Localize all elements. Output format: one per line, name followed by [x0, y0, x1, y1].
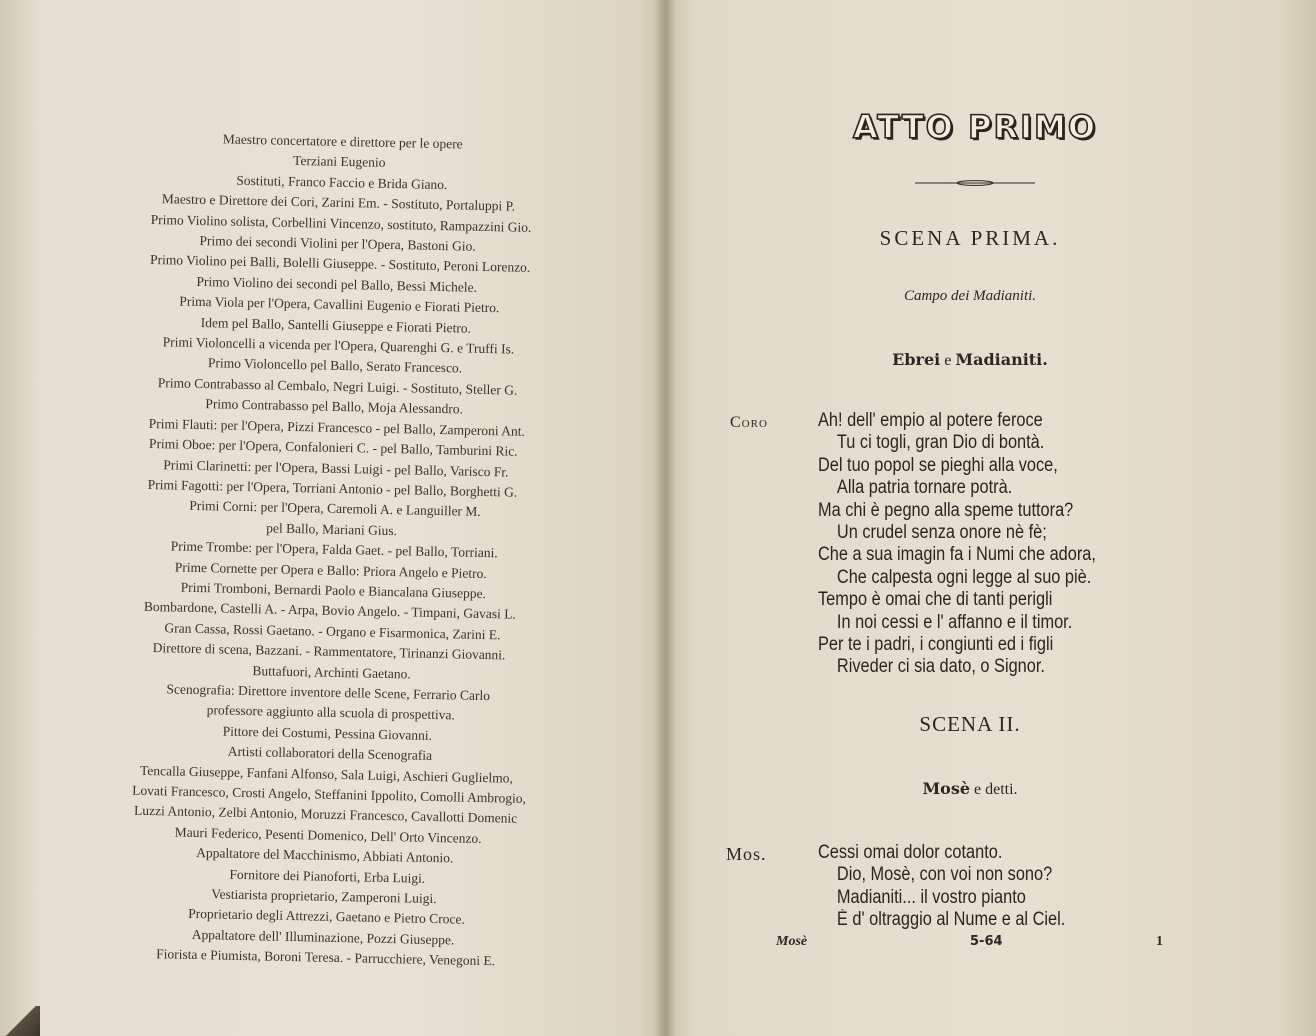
credit-line: Lovati Francesco, Crosti Angelo, Steffanini Ippolito, Comolli Ambrogio, [132, 782, 527, 806]
credit-line: Primi Clarinetti: per l'Opera, Bassi Luigi - pel Ballo, Varisco Fr. [163, 456, 509, 479]
speaker-mos: Mos. [726, 844, 767, 864]
credit-line: Tencalla Giuseppe, Fanfani Alfonso, Sala Luigi, Aschieri Guglielmo, [139, 762, 514, 786]
scene-one-setting: Campo dei Madianiti. [903, 288, 1037, 304]
credit-line: Prime Cornette per Opera e Ballo: Priora Angelo e Pietro. [174, 559, 487, 581]
credit-line: Primi Corni: per l'Opera, Caremoli A. e Languiller M. [189, 498, 481, 520]
speaker-coro: Coro [730, 414, 768, 431]
credit-line: Direttore di scena, Bazzani. - Rammentatore, Tirinanzi Giovanni. [152, 640, 506, 663]
credit-line: Primo Violino dei secondi pel Ballo, Bessi Michele. [196, 273, 478, 295]
credit-line: Primi Fagotti: per l'Opera, Torriani Antonio - pel Ballo, Borghetti G. [147, 476, 518, 500]
verse-line: Madianiti... il vostro pianto [836, 886, 1026, 908]
credit-line: Primi Tromboni, Bernardi Paolo e Biancalana Giuseppe. [180, 579, 487, 601]
act-title: ATTO PRIMO [852, 108, 1098, 146]
verse-line: Per te i padri, i congiunti ed i figli [818, 634, 1054, 656]
ornament-divider [915, 180, 1035, 186]
verse-line: Tu ci togli, gran Dio di bontà. [836, 432, 1045, 454]
credit-line: Scenografia: Direttore inventore delle Scene, Ferrario Carlo [166, 681, 491, 704]
verse-line: Alla patria tornare potrà. [836, 477, 1013, 499]
credit-line: Proprietario degli Attrezzi, Gaetano e Pietro Croce. [188, 906, 465, 928]
credit-line: Prima Viola per l'Opera, Cavallini Eugenio e Fiorati Pietro. [179, 293, 500, 316]
scene-two-heading: SCENA II. [919, 712, 1021, 736]
credit-line: Appaltatore del Macchinismo, Abbiati Antonio. [196, 845, 454, 866]
scene-one-heading: SCENA PRIMA. [879, 226, 1061, 250]
verse-line: Che a sua imagin fa i Numi che adora, [818, 544, 1096, 566]
credit-line: Gran Cassa, Rossi Gaetano. - Organo e Fisarmonica, Zarini E. [164, 620, 501, 643]
credit-line: Maestro e Direttore dei Cori, Zarini Em. - Sostituto, Portaluppi P. [161, 191, 516, 214]
characters-joiner: e [940, 352, 956, 369]
credit-line: Fiorista e Piumista, Boroni Teresa. - Parrucchiere, Venegoni E. [156, 946, 496, 969]
page-corner [0, 1006, 40, 1036]
verse-line: Cessi omai dolor cotanto. [818, 842, 1003, 863]
credit-line: Mauri Federico, Pesenti Domenico, Dell' Orto Vincenzo. [174, 824, 482, 846]
credit-line: Prime Trombe: per l'Opera, Falda Gaet. - pel Ballo, Torriani. [170, 538, 498, 561]
footer-page-number: 1 [1156, 934, 1163, 949]
credit-line: Sostituti, Franco Faccio e Brida Giano. [236, 172, 448, 192]
credit-line: Primo Contrabasso pel Ballo, Moja Alessandro. [205, 396, 464, 417]
credit-line: Primo Violino solista, Corbellini Vincenzo, sostituto, Rampazzini Gio. [150, 211, 532, 235]
credit-line: Primi Oboe: per l'Opera, Confalonieri C. - pel Ballo, Tamburini Ric. [148, 436, 518, 459]
verse-line: Tempo è omai che di tanti perigli [818, 589, 1053, 611]
verse-line: In noi cessi e l' affanno e il timor. [836, 611, 1073, 633]
verse-line: Del tuo popol se pieghi alla voce, [818, 454, 1058, 476]
characters-ebrei: Ebrei [892, 350, 941, 369]
scene-one-verses [818, 410, 1141, 679]
credit-line: Primi Flauti: per l'Opera, Pizzi Francesco - pel Ballo, Zamperoni Ant. [148, 415, 525, 439]
credit-line: professore aggiunto alla scuola di prospettiva. [206, 702, 455, 723]
credit-line: Pittore dei Costumi, Pessina Giovanni. [222, 723, 433, 743]
verse-line: Riveder ci sia dato, o Signor. [836, 656, 1045, 678]
characters-mose: Mosè [922, 779, 971, 798]
verse-line: Ah! dell' empio al potere feroce [818, 410, 1043, 431]
scene-two-verses [818, 842, 1106, 932]
footer-work-title: Mosè [776, 934, 808, 949]
credit-line: Bombardone, Castelli A. - Arpa, Bovio Angelo. - Timpani, Gavasi L. [143, 599, 517, 622]
verse-line: È d' oltraggio al Nume e al Ciel. [836, 909, 1066, 931]
credit-line: Primo dei secondi Violini per l'Opera, Bastoni Gio. [199, 232, 476, 254]
credit-line: Idem pel Ballo, Santelli Giuseppe e Fiorati Pietro. [200, 314, 472, 336]
credit-line: Primi Violoncelli a vicenda per l'Opera, Quarenghi G. e Truffi Is. [162, 334, 515, 357]
footer-signature-code: 5-64 [970, 934, 1003, 949]
credit-line: Luzzi Antonio, Zelbi Antonio, Moruzzi Francesco, Cavallotti Domenic [133, 803, 518, 827]
credit-line: Buttafuori, Archinti Gaetano. [252, 662, 411, 682]
credit-line: Artisti collaboratori della Scenografia [227, 743, 433, 764]
verse-line: Ma chi è pegno alla speme tuttora? [818, 499, 1074, 521]
credit-line: pel Ballo, Mariani Gius. [266, 520, 398, 538]
credit-line: Appaltatore dell' Illuminazione, Pozzi Giuseppe. [191, 926, 455, 948]
credit-line: Primo Violoncello pel Ballo, Serato Francesco. [207, 355, 463, 376]
credit-line: Maestro concertatore e direttore per le opere [222, 131, 463, 152]
characters-rest: e detti. [970, 781, 1018, 798]
credit-line: Primo Contrabasso al Cembalo, Negri Luigi. - Sostituto, Steller G. [157, 374, 518, 398]
credit-line: Vestiarista proprietario, Zamperoni Luigi. [211, 886, 437, 907]
scene-two-characters [820, 779, 1120, 799]
scene-one-characters [820, 350, 1120, 370]
credit-line: Terziani Eugenio [292, 153, 386, 171]
verse-line: Dio, Mosè, con voi non sono? [836, 864, 1053, 886]
verse-line: Un crudel senza onore nè fè; [836, 522, 1047, 544]
credit-line: Fornitore dei Pianoforti, Erba Luigi. [229, 866, 426, 886]
characters-madianiti: Madianiti. [955, 350, 1048, 369]
verse-line: Che calpesta ogni legge al suo piè. [836, 566, 1092, 588]
credits-list [42, 126, 619, 974]
credit-line: Primo Violino pei Balli, Bolelli Giuseppe. - Sostituto, Peroni Lorenzo. [149, 252, 531, 276]
book-gutter [654, 0, 676, 1036]
